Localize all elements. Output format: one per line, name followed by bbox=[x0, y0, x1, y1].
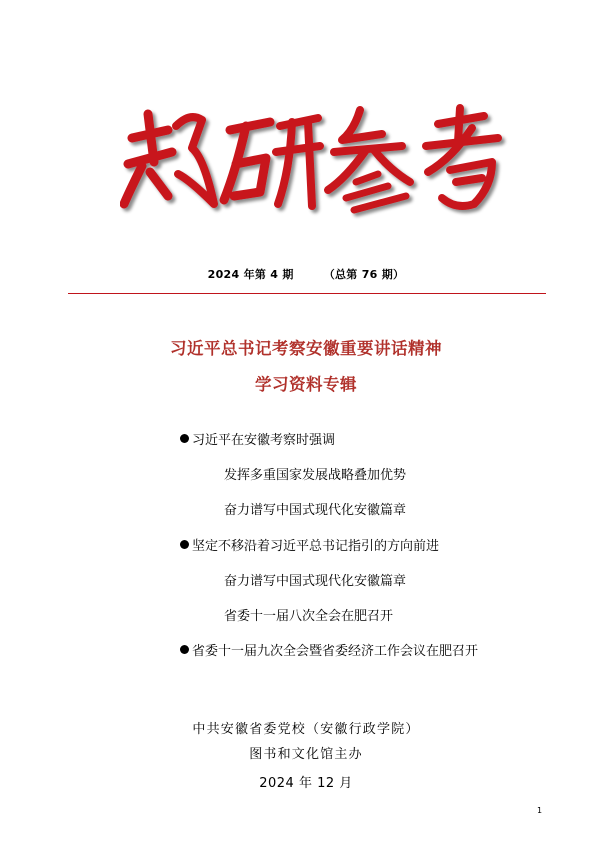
toc-item-text: 省委十一届八次全会在肥召开 bbox=[224, 609, 394, 624]
toc-item-text: 奋力谱写中国式现代化安徽篇章 bbox=[224, 503, 407, 518]
divider-rule bbox=[68, 293, 546, 294]
document-subtitle: 学习资料专辑 bbox=[255, 375, 357, 394]
logo-char-yan bbox=[224, 118, 320, 206]
toc-item bbox=[180, 429, 335, 448]
page-number: 1 bbox=[537, 806, 543, 815]
toc-item-text: 奋力谱写中国式现代化安徽篇章 bbox=[224, 574, 407, 589]
bullet-icon bbox=[180, 645, 189, 654]
toc-item bbox=[224, 464, 406, 483]
toc-item-text: 发挥多重国家发展战略叠加优势 bbox=[224, 468, 407, 483]
issue-total-number: （总第 76 期） bbox=[323, 268, 405, 281]
logo-char-can bbox=[328, 110, 410, 210]
issue-number: 2024 年第 4 期 bbox=[207, 268, 294, 281]
toc-item bbox=[180, 640, 478, 659]
toc-item bbox=[224, 570, 406, 589]
toc-item-text: 习近平在安徽考察时强调 bbox=[192, 433, 336, 448]
publisher-name: 中共安徽省委党校（安徽行政学院） bbox=[192, 722, 420, 737]
toc-item-text: 省委十一届九次全会暨省委经济工作会议在肥召开 bbox=[192, 644, 479, 659]
bullet-icon bbox=[180, 434, 189, 443]
masthead-calligraphy-logo bbox=[120, 100, 510, 220]
toc-item bbox=[180, 535, 439, 554]
logo-char-kao bbox=[426, 108, 498, 206]
toc-item-text: 坚定不移沿着习近平总书记指引的方向前进 bbox=[192, 539, 440, 554]
bullet-icon bbox=[180, 540, 189, 549]
issue-line bbox=[0, 266, 612, 282]
logo-char-jiao bbox=[124, 114, 214, 204]
publisher-department: 图书和文化馆主办 bbox=[249, 747, 363, 762]
toc-item bbox=[224, 499, 406, 518]
document-title: 习近平总书记考察安徽重要讲话精神 bbox=[170, 339, 442, 358]
toc-item bbox=[224, 605, 393, 624]
publication-date: 2024 年 12 月 bbox=[259, 776, 353, 791]
